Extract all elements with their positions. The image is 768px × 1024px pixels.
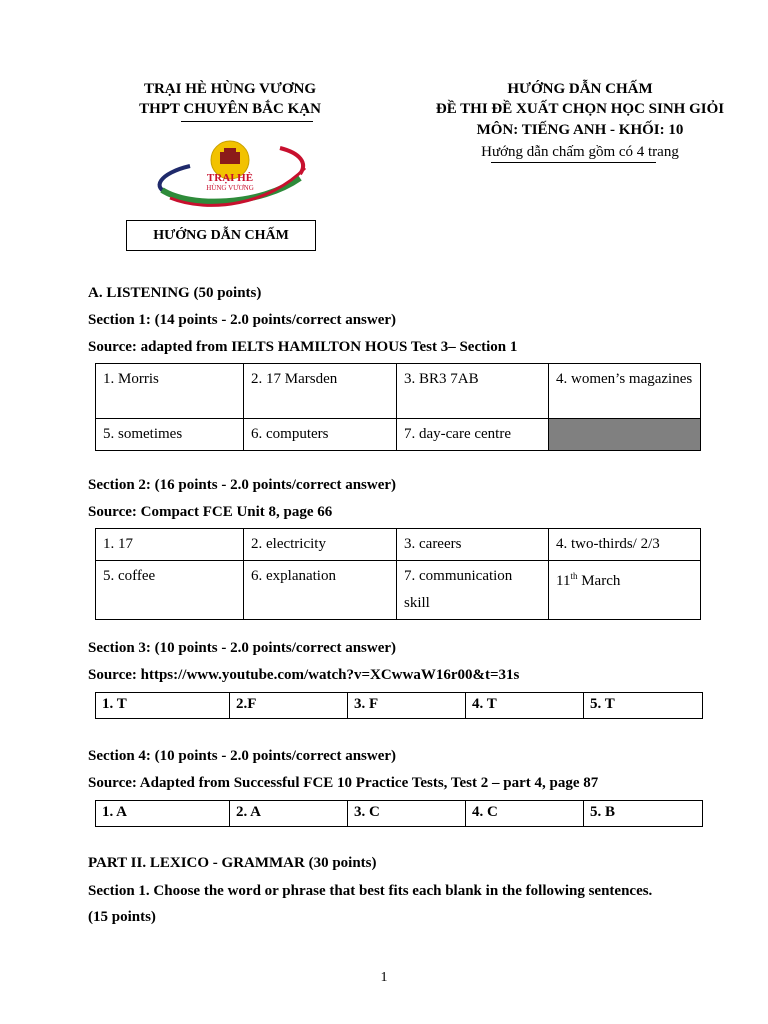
section2-title: Section 2: (16 points - 2.0 points/correct answer) [88,477,397,493]
table-cell: 4. C [466,801,584,827]
table-cell: 3. F [348,693,466,719]
table-cell [549,561,701,620]
listening-heading: A. LISTENING (50 points) [88,285,262,301]
table-cell: 6. computers [244,419,397,451]
exam-title: ĐỀ THI ĐỀ XUẤT CHỌN HỌC SINH GIỎI [435,101,725,117]
table-cell: 5. coffee [96,561,244,620]
section2-answer-table [95,528,701,620]
part2-heading: PART II. LEXICO - GRAMMAR (30 points) [88,855,377,871]
table-row [96,419,701,451]
table-row [96,801,703,827]
table-cell: 6. explanation [244,561,397,620]
section2-source: Source: Compact FCE Unit 8, page 66 [88,504,333,520]
table-cell: 1. Morris [96,364,244,419]
answer-key-label: HƯỚNG DẪN CHẤM [126,220,316,251]
table-cell: 5. sometimes [96,419,244,451]
part2-section1-points: (15 points) [88,909,156,925]
table-cell: 1. A [96,801,230,827]
shaded-cell [549,419,701,451]
section4-title: Section 4: (10 points - 2.0 points/correct answer) [88,748,397,764]
part2-section1-instruction: Section 1. Choose the word or phrase that best fits each blank in the following sentences. [88,883,653,899]
school-underline [181,121,313,122]
section1-answer-table [95,363,701,451]
date-month: March [577,573,621,589]
section1-title: Section 1: (14 points - 2.0 points/correct answer) [88,312,397,328]
section1-source: Source: adapted from IELTS HAMILTON HOUS Test 3– Section 1 [88,339,518,355]
table-cell: 3. BR3 7AB [397,364,549,419]
logo-text-top: TRẠI HÈ [206,172,254,184]
school-line-1: TRẠI HÈ HÙNG VƯƠNG [143,81,317,97]
table-cell: 2.F [230,693,348,719]
section4-answer-table [95,800,703,827]
table-cell: 1. 17 [96,529,244,561]
table-cell: 1. T [96,693,230,719]
table-row [96,693,703,719]
table-cell: 2. A [230,801,348,827]
table-cell: 2. 17 Marsden [244,364,397,419]
table-cell: 5. T [584,693,703,719]
table-row [96,561,701,620]
table-cell: 5. B [584,801,703,827]
section3-answer-table [95,692,703,719]
subject-grade: MÔN: TIẾNG ANH - KHỐI: 10 [476,122,684,138]
table-cell: 7. day-care centre [397,419,549,451]
table-cell: 4. T [466,693,584,719]
note-underline [491,162,656,163]
doc-title: HƯỚNG DẪN CHẤM [507,81,653,97]
table-cell: 2. electricity [244,529,397,561]
section4-source: Source: Adapted from Successful FCE 10 Practice Tests, Test 2 – part 4, page 87 [88,775,599,791]
date-day: 11 [556,573,571,589]
table-cell: 3. C [348,801,466,827]
table-cell: 4. two-thirds/ 2/3 [549,529,701,561]
logo-text-bottom: HÙNG VƯƠNG [206,184,254,192]
table-row [96,364,701,419]
page-number: 1 [380,970,388,985]
section3-source: Source: https://www.youtube.com/watch?v=XCwwaW16r00&t=31s [88,667,520,683]
table-cell: 4. women’s magazines [549,364,701,419]
table-cell: 3. careers [397,529,549,561]
date-suffix: th [570,571,578,581]
table-cell: 7. communication skill [397,561,549,620]
page-count-note: Hướng dẫn chấm gồm có 4 trang [481,144,679,160]
school-line-2: THPT CHUYÊN BẮC KẠN [139,101,321,117]
table-row [96,529,701,561]
section3-title: Section 3: (10 points - 2.0 points/correct answer) [88,640,397,656]
